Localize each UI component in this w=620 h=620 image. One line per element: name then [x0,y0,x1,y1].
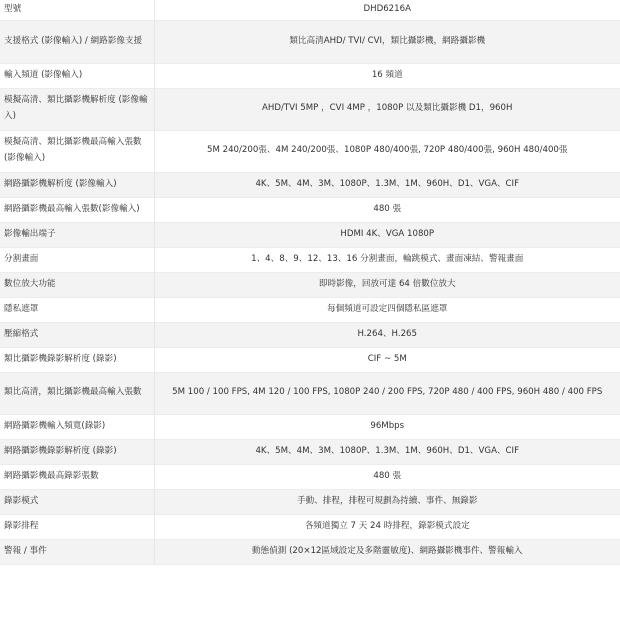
spec-value: 類比高清AHD/ TVI/ CVI，類比攝影機，網路攝影機 [154,20,620,63]
spec-label: 模擬高清、類比攝影機最高輸入張數 (影像輸入) [0,130,154,172]
spec-label: 錄影模式 [0,489,154,514]
spec-label: 影像輸出端子 [0,222,154,247]
spec-label: 類比高清，類比攝影機最高輸入張數 [0,372,154,414]
table-row [0,439,620,464]
spec-label: 網路攝影機錄影解析度 (錄影) [0,439,154,464]
table-row [0,197,620,222]
table-row [0,172,620,197]
spec-label: 錄影排程 [0,514,154,539]
spec-value: 480 張 [154,464,620,489]
spec-value: 4K、5M、4M、3M、1080P、1.3M、1M、960H、D1、VGA、CIF [154,172,620,197]
table-row [0,88,620,130]
table-row [0,63,620,88]
table-row [0,20,620,63]
table-row [0,489,620,514]
spec-value: 16 頻道 [154,63,620,88]
spec-value: 5M 240/200張、4M 240/200張、1080P 480/400張, 720P 480/400張, 960H 480/400張 [154,130,620,172]
spec-value: 各頻道獨立 7 天 24 時排程，錄影模式設定 [154,514,620,539]
spec-label: 網路攝影機最高錄影張數 [0,464,154,489]
spec-value: 動態偵測 (20×12區域設定及多階靈敏度)、網路攝影機事件、警報輸入 [154,539,620,564]
spec-value: 每個頻道可設定四個隱私區遮罩 [154,297,620,322]
table-row [0,0,620,20]
table-row [0,272,620,297]
spec-value: H.264、H.265 [154,322,620,347]
spec-value: DHD6216A [154,0,620,20]
spec-label: 輸入頻道 (影像輸入) [0,63,154,88]
spec-value: 1、4、8、9、12、13、16 分割畫面，輪跳模式、畫面凍結、警報畫面 [154,247,620,272]
table-row [0,347,620,372]
table-row [0,414,620,439]
spec-label: 型號 [0,0,154,20]
table-row [0,130,620,172]
spec-label: 警報 / 事件 [0,539,154,564]
spec-value: 即時影像，回放可達 64 倍數位放大 [154,272,620,297]
spec-label: 壓縮格式 [0,322,154,347]
table-row [0,322,620,347]
spec-value: 96Mbps [154,414,620,439]
spec-value: HDMI 4K、VGA 1080P [154,222,620,247]
spec-label: 支援格式 (影像輸入) / 網路影像支援 [0,20,154,63]
spec-label: 網路攝影機輸入頻寬(錄影) [0,414,154,439]
table-row [0,222,620,247]
spec-label: 模擬高清、類比攝影機解析度 (影像輸入) [0,88,154,130]
spec-label: 網路攝影機解析度 (影像輸入) [0,172,154,197]
table-row [0,372,620,414]
spec-label: 數位放大功能 [0,272,154,297]
spec-value: AHD/TVI 5MP ，CVI 4MP ，1080P 以及類比攝影機 D1，960H [154,88,620,130]
spec-value: 5M 100 / 100 FPS, 4M 120 / 100 FPS, 1080P 240 / 200 FPS, 720P 480 / 400 FPS, 960H 480 / 400 FPS [154,372,620,414]
table-row [0,539,620,564]
table-row [0,297,620,322]
spec-label: 分割畫面 [0,247,154,272]
spec-value: CIF ~ 5M [154,347,620,372]
table-row [0,247,620,272]
spec-label: 類比攝影機錄影解析度 (錄影) [0,347,154,372]
spec-value: 480 張 [154,197,620,222]
spec-value: 手動、排程，排程可規劃為持續、事件、無錄影 [154,489,620,514]
table-row [0,464,620,489]
table-row [0,514,620,539]
spec-label: 隱私遮罩 [0,297,154,322]
spec-value: 4K、5M、4M、3M、1080P、1.3M、1M、960H、D1、VGA、CIF [154,439,620,464]
spec-label: 網路攝影機最高輸入張數(影像輸入) [0,197,154,222]
